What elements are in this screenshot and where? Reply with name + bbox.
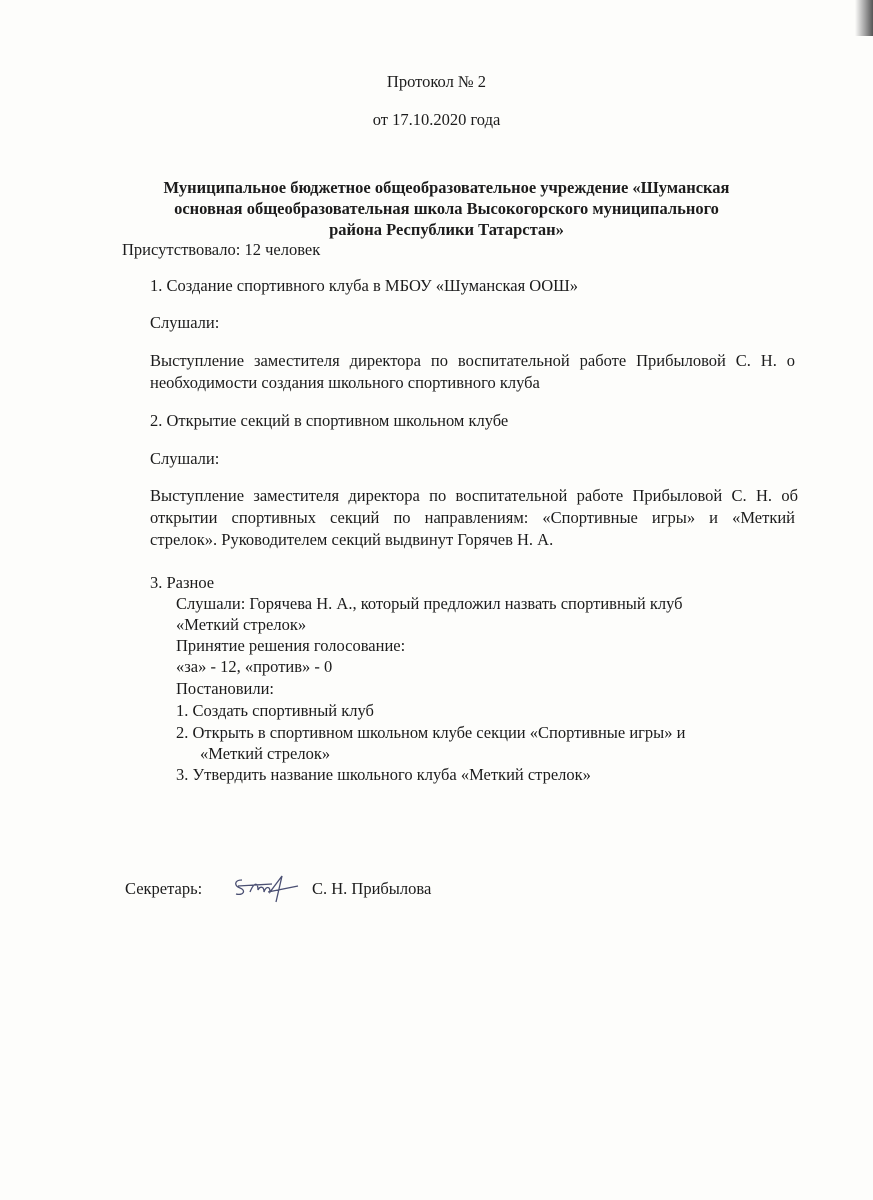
protocol-title: Протокол № 2 — [386, 72, 487, 91]
organization-line: Муниципальное бюджетное общеобразовательное учреждение «Шуманская — [163, 178, 730, 197]
item-text: Слушали: Горячева Н. А., который предложил назвать спортивный клуб — [176, 594, 683, 613]
protocol-date: от 17.10.2020 года — [372, 110, 501, 129]
item-text: Выступление заместителя директора по воспитательной работе Прибыловой С. Н. об — [150, 486, 798, 505]
signature-name: С. Н. Прибылова — [312, 879, 432, 898]
decision-item: 2. Открыть в спортивном школьном клубе секции «Спортивные игры» и — [176, 723, 686, 742]
organization-line: района Республики Татарстан» — [329, 220, 564, 239]
decision-item: 1. Создать спортивный клуб — [176, 701, 374, 720]
decision-item: «Меткий стрелок» — [200, 744, 331, 763]
handwritten-signature — [228, 872, 300, 908]
item-heading: 3. Разное — [150, 573, 215, 592]
item-text: стрелок». Руководителем секций выдвинут Горячев Н. А. — [150, 530, 554, 549]
item-text: необходимости создания школьного спортивного клуба — [150, 373, 540, 392]
decision-item: 3. Утвердить название школьного клуба «Меткий стрелок» — [176, 765, 591, 784]
heard-label: Слушали: — [150, 313, 220, 332]
scan-edge-shadow — [855, 0, 873, 36]
item-text: «Меткий стрелок» — [176, 615, 307, 634]
organization-line: основная общеобразовательная школа Высокогорского муниципального — [174, 199, 719, 218]
item-heading: 1. Создание спортивного клуба в МБОУ «Шуманская ООШ» — [150, 276, 579, 295]
item-text: Выступление заместителя директора по воспитательной работе Прибыловой С. Н. о — [150, 351, 795, 370]
vote-result: «за» - 12, «против» - 0 — [176, 657, 333, 676]
item-text: Принятие решения голосование: — [176, 636, 406, 655]
heard-label: Слушали: — [150, 449, 220, 468]
attendance: Присутствовало: 12 человек — [122, 240, 321, 259]
item-heading: 2. Открытие секций в спортивном школьном клубе — [150, 411, 509, 430]
item-text: открытии спортивных секций по направлениям: «Спортивные игры» и «Меткий — [150, 508, 795, 527]
signature-role: Секретарь: — [125, 879, 203, 898]
item-text: Постановили: — [176, 679, 274, 698]
